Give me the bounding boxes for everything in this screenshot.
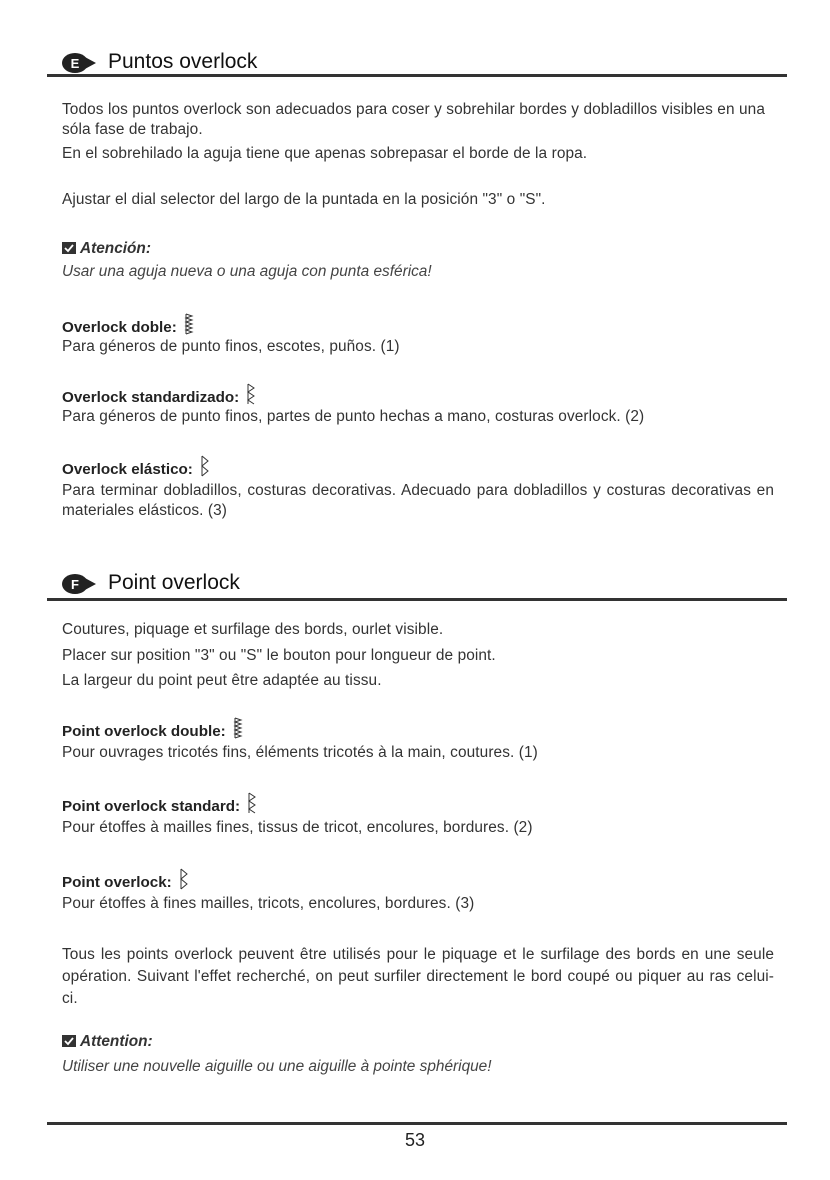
standard-overlock-stitch-icon-fr (247, 792, 257, 814)
double-overlock-stitch-icon (184, 313, 194, 335)
language-badge-icon-fr (61, 573, 97, 595)
footer-rule (47, 1122, 787, 1125)
item-heading-fr-1 (62, 717, 243, 740)
item-text-fr-2: Pour étoffes à mailles fines, tissus de tricot, encolures, bordures. (2) (62, 819, 533, 836)
item-heading-text-fr-1: Point overlock double: (62, 723, 226, 740)
intro-line-es: En el sobrehilado la aguja tiene que apenas sobrepasar el borde de la ropa. (62, 145, 588, 162)
page-number: 53 (404, 1130, 426, 1150)
item-heading-es-1 (62, 313, 194, 336)
section-rule-fr (47, 598, 787, 601)
note-check-icon-fr (62, 1035, 76, 1047)
language-badge-icon-es (61, 52, 97, 74)
section-title-es: Puntos overlock (108, 50, 258, 73)
item-heading-fr-3 (62, 868, 189, 891)
double-overlock-stitch-icon-fr (233, 717, 243, 739)
item-text-fr-1: Pour ouvrages tricotés fins, éléments tricotés à la main, coutures. (1) (62, 744, 538, 761)
standard-overlock-stitch-icon (246, 383, 256, 405)
intro-line-fr-3: La largeur du point peut être adaptée au tissu. (62, 672, 382, 689)
note-check-icon (62, 242, 76, 254)
attention-heading-es (62, 240, 151, 258)
item-heading-es-3 (62, 455, 210, 478)
intro-paragraph-es: Todos los puntos overlock son adecuados para coser y sobrehilar bordes y dobladillos visibles en una sóla fase de trabajo. (62, 101, 765, 138)
badge-letter-es: E (70, 56, 80, 71)
elastic-overlock-stitch-icon-fr (179, 868, 189, 890)
elastic-overlock-stitch-icon (200, 455, 210, 477)
item-text-es-3: Para terminar dobladillos, costuras decorativas. Adecuado para dobladillos y costuras decorativas en materiales elásticos. (3) (62, 482, 774, 519)
attention-heading-fr (62, 1033, 153, 1051)
attention-text-es: Usar una aguja nueva o una aguja con punta esférica! (62, 263, 432, 280)
item-heading-text-es-3: Overlock elástico: (62, 461, 193, 478)
item-heading-text-es-1: Overlock doble: (62, 319, 177, 336)
item-heading-fr-2 (62, 792, 257, 815)
badge-letter-fr: F (71, 577, 79, 592)
item-text-fr-3: Pour étoffes à fines mailles, tricots, encolures, bordures. (3) (62, 895, 475, 912)
attention-text-fr: Utiliser une nouvelle aiguille ou une aiguille à pointe sphérique! (62, 1058, 492, 1075)
item-heading-text-fr-3: Point overlock: (62, 874, 172, 891)
item-text-es-1: Para géneros de punto finos, escotes, puños. (1) (62, 338, 400, 355)
section-title-fr: Point overlock (108, 571, 240, 594)
intro-line-fr-1: Coutures, piquage et surfilage des bords, ourlet visible. (62, 621, 444, 638)
attention-heading-text-fr: Attention: (80, 1033, 153, 1050)
dial-instruction-es: Ajustar el dial selector del largo de la puntada en la posición "3" o "S". (62, 191, 546, 208)
section-rule-es (47, 74, 787, 77)
attention-heading-text-es: Atención: (80, 240, 151, 257)
intro-line-fr-2: Placer sur position "3" ou "S" le bouton pour longueur de point. (62, 647, 496, 664)
section-header-es (47, 52, 787, 84)
closing-paragraph-fr: Tous les points overlock peuvent être utilisés pour le piquage et le surfilage des bords en une seule opération. Suivant l'effet recherché, on peut surfiler directement le bord coupé ou piquer au ras celui-ci. (62, 946, 774, 1007)
item-heading-text-es-2: Overlock standardizado: (62, 389, 240, 406)
item-heading-es-2 (62, 383, 256, 406)
item-heading-text-fr-2: Point overlock standard: (62, 798, 241, 815)
item-text-es-2: Para géneros de punto finos, partes de punto hechas a mano, costuras overlock. (2) (62, 408, 645, 425)
